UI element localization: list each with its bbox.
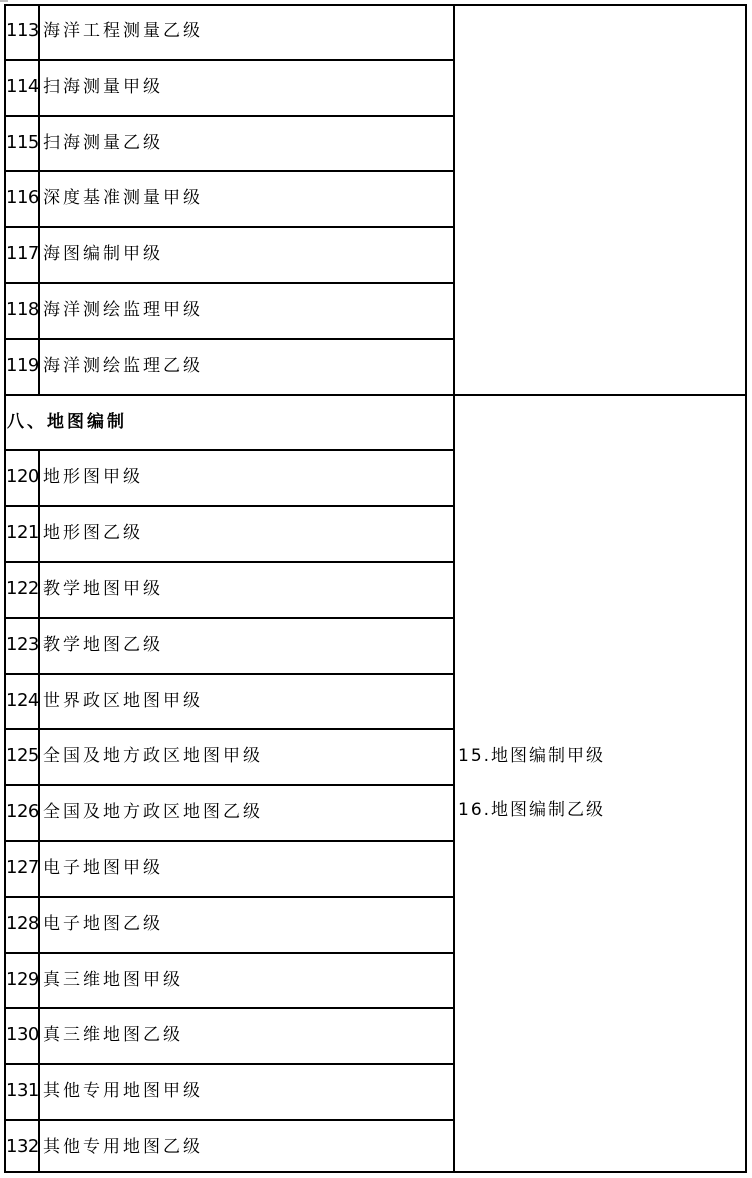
row-divider bbox=[4, 1119, 454, 1121]
row-divider bbox=[4, 170, 454, 172]
row-name: 电子地图乙级 bbox=[43, 913, 163, 934]
row-number: 121 bbox=[6, 521, 39, 543]
row-number: 125 bbox=[6, 744, 39, 766]
row-divider bbox=[4, 561, 454, 563]
row-divider bbox=[4, 226, 454, 228]
right-block-divider bbox=[454, 394, 747, 396]
column-divider bbox=[453, 4, 455, 1173]
row-divider bbox=[4, 338, 454, 340]
row-number: 114 bbox=[6, 75, 39, 97]
row-name: 海图编制甲级 bbox=[43, 243, 163, 264]
row-divider bbox=[4, 282, 454, 284]
row-number: 113 bbox=[6, 19, 39, 41]
row-name: 真三维地图乙级 bbox=[43, 1024, 183, 1045]
row-divider bbox=[4, 449, 454, 451]
row-divider bbox=[4, 840, 454, 842]
row-number: 124 bbox=[6, 689, 39, 711]
row-divider bbox=[4, 728, 454, 730]
row-divider bbox=[4, 952, 454, 954]
row-divider bbox=[4, 59, 454, 61]
row-number: 132 bbox=[6, 1135, 39, 1157]
qualification-item: 16.地图编制乙级 bbox=[458, 799, 606, 820]
row-name: 真三维地图甲级 bbox=[43, 969, 183, 990]
row-name: 海洋工程测量乙级 bbox=[43, 20, 203, 41]
row-divider bbox=[4, 784, 454, 786]
row-name: 海洋测绘监理甲级 bbox=[43, 299, 203, 320]
row-number: 119 bbox=[6, 354, 39, 376]
row-number: 131 bbox=[6, 1079, 39, 1101]
row-number: 128 bbox=[6, 912, 39, 934]
row-divider bbox=[4, 1063, 454, 1065]
row-number: 122 bbox=[6, 577, 39, 599]
row-name: 扫海测量甲级 bbox=[43, 76, 163, 97]
row-name: 教学地图甲级 bbox=[43, 578, 163, 599]
row-divider bbox=[4, 394, 454, 396]
row-name: 深度基准测量甲级 bbox=[43, 187, 203, 208]
row-number: 116 bbox=[6, 186, 39, 208]
row-number: 129 bbox=[6, 968, 39, 990]
corner-mark bbox=[0, 0, 8, 2]
row-number: 126 bbox=[6, 800, 39, 822]
row-name: 地形图乙级 bbox=[43, 522, 143, 543]
row-name: 其他专用地图甲级 bbox=[43, 1080, 203, 1101]
row-divider bbox=[4, 1007, 454, 1009]
row-divider bbox=[4, 896, 454, 898]
section-title: 八、地图编制 bbox=[7, 411, 127, 432]
row-name: 教学地图乙级 bbox=[43, 634, 163, 655]
qualification-item: 15.地图编制甲级 bbox=[458, 745, 606, 766]
row-name: 全国及地方政区地图甲级 bbox=[43, 745, 263, 766]
row-name: 海洋测绘监理乙级 bbox=[43, 355, 203, 376]
row-name: 其他专用地图乙级 bbox=[43, 1136, 203, 1157]
row-divider bbox=[4, 505, 454, 507]
row-number: 120 bbox=[6, 465, 39, 487]
row-divider bbox=[4, 115, 454, 117]
row-number: 117 bbox=[6, 242, 39, 264]
row-number: 130 bbox=[6, 1023, 39, 1045]
row-divider bbox=[4, 673, 454, 675]
row-name: 地形图甲级 bbox=[43, 466, 143, 487]
row-name: 世界政区地图甲级 bbox=[43, 690, 203, 711]
row-name: 全国及地方政区地图乙级 bbox=[43, 801, 263, 822]
row-number: 118 bbox=[6, 298, 39, 320]
row-number: 123 bbox=[6, 633, 39, 655]
row-number: 115 bbox=[6, 131, 39, 153]
row-divider bbox=[4, 617, 454, 619]
row-name: 扫海测量乙级 bbox=[43, 132, 163, 153]
row-number: 127 bbox=[6, 856, 39, 878]
row-name: 电子地图甲级 bbox=[43, 857, 163, 878]
